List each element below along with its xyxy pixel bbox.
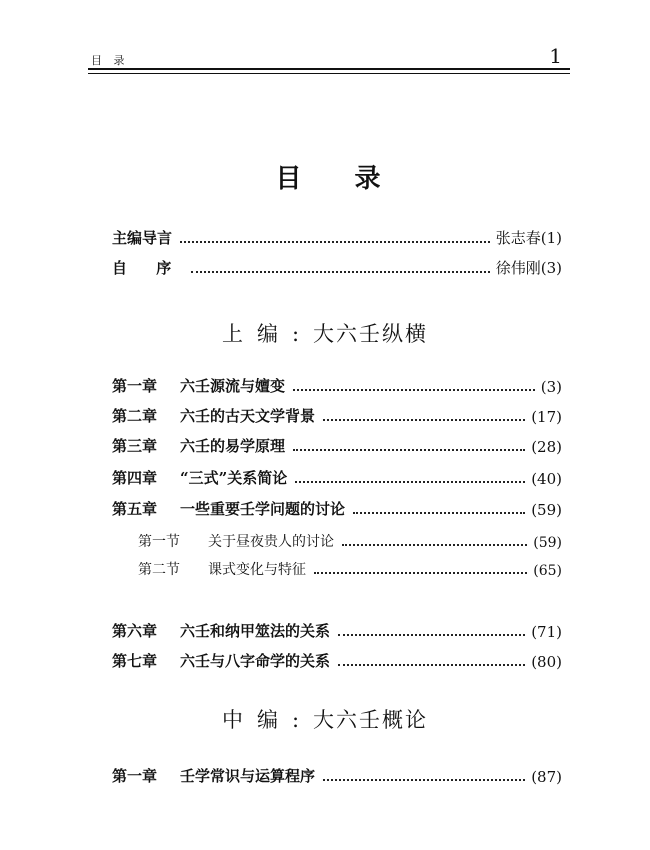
chapter-page: (17) <box>531 408 562 426</box>
toc-section[interactable] <box>138 531 562 551</box>
chapter-number: 第四章 <box>112 469 158 487</box>
chapter-page: (28) <box>531 438 562 456</box>
chapter-page: (40) <box>531 470 562 488</box>
running-header-title: 目 录 <box>91 54 129 67</box>
chapter-title: 壬学常识与运算程序 <box>180 767 316 785</box>
header-rule-thin <box>88 73 570 74</box>
chapter-page: (71) <box>531 623 562 641</box>
toc-entry-page: 张志春(1) <box>495 229 562 247</box>
dot-leader <box>353 512 525 514</box>
section-label: 中编: <box>221 708 314 732</box>
dot-leader <box>323 419 525 421</box>
chapter-page: (87) <box>531 768 562 786</box>
chapter-title: 六壬源流与嬗变 <box>180 377 286 395</box>
page-number: 1 <box>549 44 562 68</box>
chapter-title: 六壬与八字命学的关系 <box>180 652 331 670</box>
chapter-title: 六壬和纳甲筮法的关系 <box>180 622 331 640</box>
chapter-number: 第七章 <box>112 652 158 670</box>
section-number: 第二节 <box>138 562 180 578</box>
section-page: (65) <box>533 563 562 579</box>
dot-leader <box>191 271 490 273</box>
dot-leader <box>293 389 535 391</box>
toc-chapter[interactable] <box>112 406 562 426</box>
section-heading-upper <box>0 318 650 348</box>
section-page: (59) <box>533 535 562 551</box>
dot-leader <box>338 634 525 636</box>
section-entry-title: 课式变化与特征 <box>208 562 306 578</box>
running-header <box>88 44 570 70</box>
dot-leader <box>180 241 490 243</box>
toc-chapter[interactable] <box>112 651 562 671</box>
chapter-page: (59) <box>531 501 562 519</box>
chapter-number: 第六章 <box>112 622 158 640</box>
toc-chapter[interactable] <box>112 436 562 456</box>
chapter-page: (80) <box>531 653 562 671</box>
page-title: 目 录 <box>275 164 403 194</box>
chapter-title: 一些重要壬学问题的讨论 <box>180 500 346 518</box>
section-number: 第一节 <box>138 534 180 550</box>
section-entry-title: 关于昼夜贵人的讨论 <box>208 534 334 550</box>
toc-chapter[interactable] <box>112 766 562 786</box>
chapter-page: (3) <box>540 378 562 396</box>
dot-leader <box>338 664 525 666</box>
toc-chapter[interactable] <box>112 621 562 641</box>
toc-chapter[interactable] <box>112 468 562 488</box>
toc-section[interactable] <box>138 559 562 579</box>
section-heading-middle <box>0 704 650 734</box>
toc-entry-label: 主编导言 <box>112 229 173 247</box>
dot-leader <box>295 481 525 483</box>
toc-chapter[interactable] <box>112 499 562 519</box>
chapter-title: “三式”关系简论 <box>180 469 288 487</box>
toc-entry-preface[interactable] <box>112 258 562 278</box>
toc-entry-page: 徐伟刚(3) <box>495 259 562 277</box>
dot-leader <box>323 779 525 781</box>
section-title: 大六壬概论 <box>313 708 429 732</box>
header-rule-thick <box>88 68 570 70</box>
toc-chapter[interactable] <box>112 376 562 396</box>
toc-entry-label: 自 序 <box>112 259 184 277</box>
dot-leader <box>314 572 527 574</box>
section-title: 大六壬纵横 <box>313 322 429 346</box>
chapter-number: 第一章 <box>112 767 158 785</box>
toc-entry-editor-intro[interactable] <box>112 228 562 248</box>
chapter-title: 六壬的易学原理 <box>180 437 286 455</box>
dot-leader <box>293 449 525 451</box>
chapter-title: 六壬的古天文学背景 <box>180 407 316 425</box>
chapter-number: 第二章 <box>112 407 158 425</box>
chapter-number: 第三章 <box>112 437 158 455</box>
section-label: 上编: <box>221 322 314 346</box>
chapter-number: 第五章 <box>112 500 158 518</box>
chapter-number: 第一章 <box>112 377 158 395</box>
dot-leader <box>342 544 527 546</box>
